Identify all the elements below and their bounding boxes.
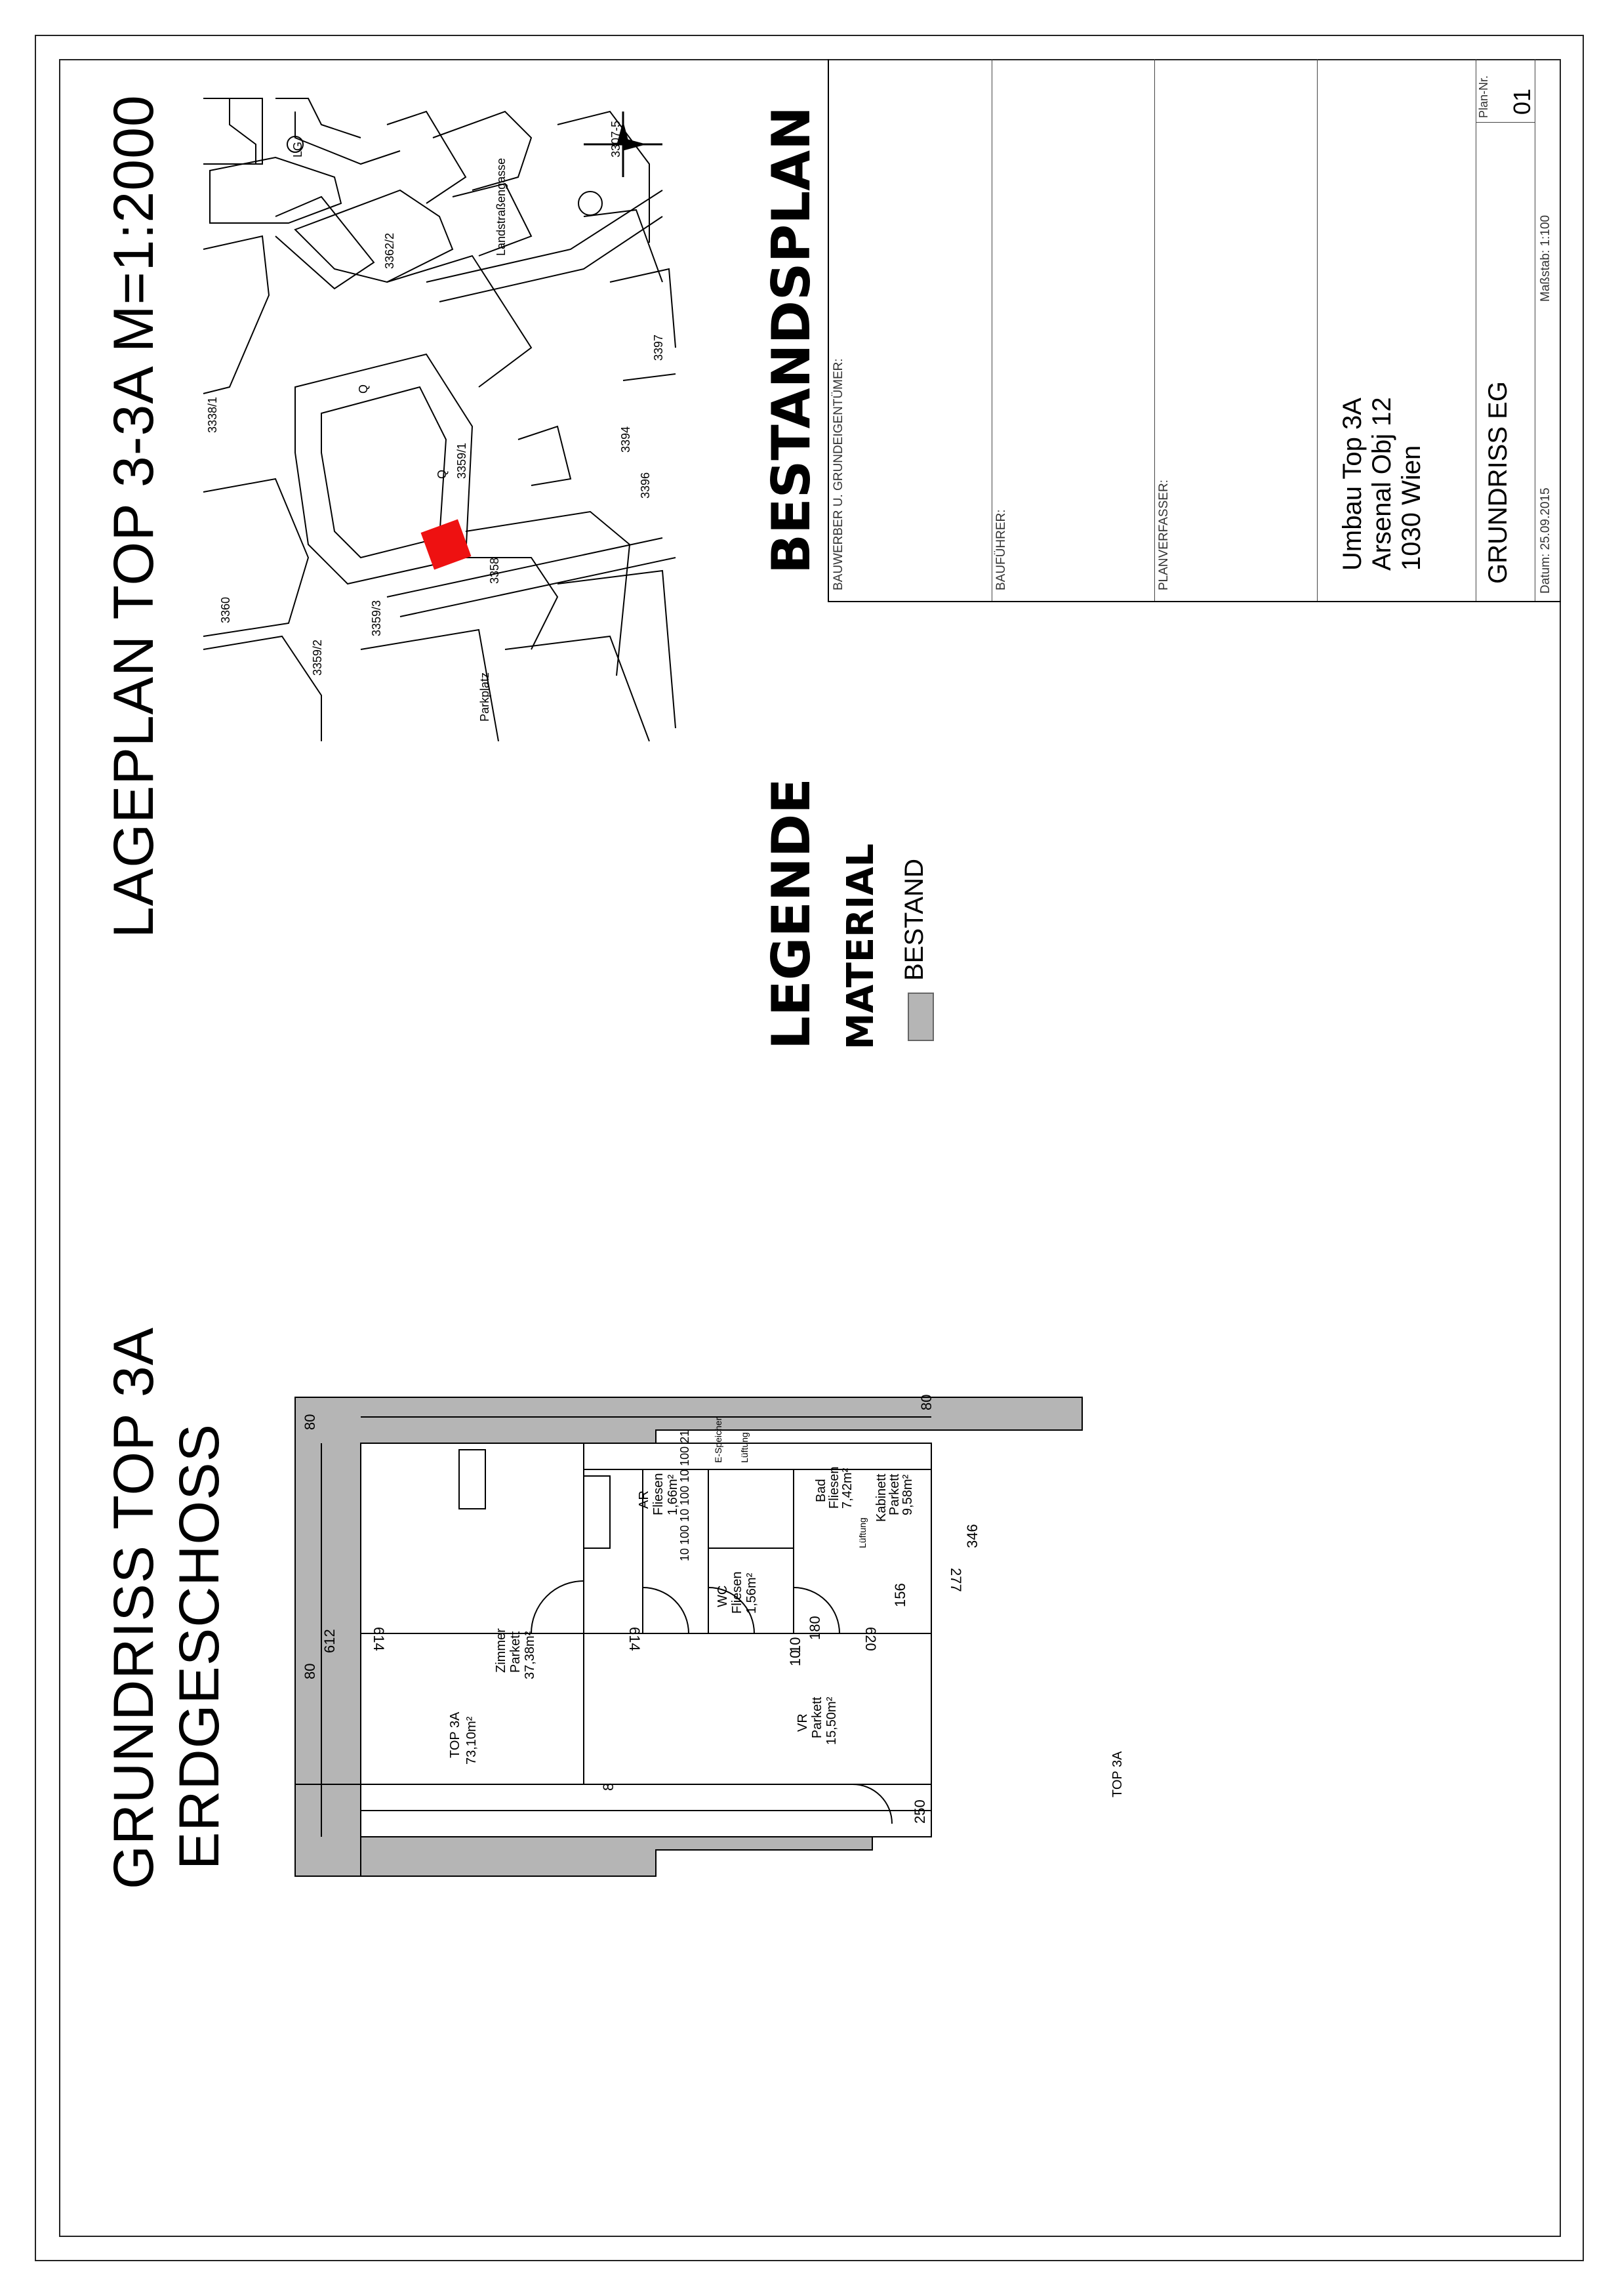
scale-field: Maßstab: 1:100 [1539, 215, 1552, 302]
parcel-label: 3394 [619, 426, 632, 453]
legend-label-bestand: BESTAND [900, 859, 929, 981]
parcel-label: 3396 [639, 472, 652, 499]
room-top-label: TOP 3A [448, 1712, 462, 1758]
room-kabinett-floor: Parkett [887, 1473, 902, 1515]
dim-277: 277 [948, 1568, 964, 1592]
site-plan [190, 85, 689, 754]
dim-80: 80 [302, 1663, 318, 1679]
plan-no-label: Plan-Nr. [1477, 75, 1490, 118]
project-line-1: Umbau Top 3A [1338, 398, 1367, 571]
parcel-label: 3360 [219, 596, 232, 623]
room-zimmer: Zimmer [494, 1628, 508, 1673]
label-lueftung: Lüftung [739, 1432, 750, 1463]
room-top-area: 73,10m² [464, 1716, 479, 1765]
parcel-label: 3362/2 [383, 232, 396, 269]
room-vr-area: 15,50m² [824, 1696, 839, 1745]
field-client [829, 59, 992, 601]
room-wc-area: 1,56m² [744, 1572, 759, 1614]
dim-612: 612 [321, 1629, 338, 1653]
room-bad: Bad [814, 1479, 828, 1502]
room-wc-floor: Fliesen [730, 1571, 744, 1614]
project-line-3: 1030 Wien [1397, 445, 1426, 571]
room-zimmer-floor: Parkett [508, 1631, 523, 1673]
street-label: Landstraßengasse [495, 157, 508, 256]
dim-8: 8 [600, 1782, 617, 1791]
parcel-label: 3359/2 [311, 639, 324, 676]
site-plan-title: LAGEPLAN TOP 3-3A M=1:2000 [102, 94, 165, 938]
room-wc: WC [716, 1585, 730, 1607]
room-ar-floor: Fliesen [651, 1473, 666, 1515]
field-builder [992, 59, 1155, 601]
dim-250: 250 [912, 1799, 928, 1824]
room-vr: VR [796, 1713, 810, 1732]
q-label: Q [357, 384, 370, 394]
parking-label: Parkplatz [478, 672, 491, 722]
dim-80: 80 [918, 1394, 935, 1410]
dim-620: 620 [862, 1627, 879, 1651]
legend-title: LEGENDE [761, 778, 822, 1050]
dim-614: 614 [371, 1627, 387, 1651]
room-ar: AR [637, 1490, 651, 1509]
parcel-label: 3397 [652, 334, 665, 361]
parcel-label: 3358 [488, 557, 501, 584]
parcel-label: 3359/1 [455, 442, 468, 479]
room-bad-area: 7,42m² [840, 1467, 855, 1509]
parcel-label: 3338/1 [206, 396, 219, 433]
title-block [828, 59, 1561, 602]
field-designer [1154, 59, 1318, 601]
floor-plan [289, 1391, 1141, 1896]
dim-346: 346 [964, 1524, 981, 1548]
lg-label: LG [291, 141, 304, 157]
label-builder: BAUFÜHRER: [994, 509, 1008, 590]
highlight-top-3a [421, 520, 472, 570]
label-e-speicher: E-Speicher [713, 1417, 723, 1463]
room-vr-floor: Parkett [810, 1696, 824, 1738]
dim-180: 180 [807, 1616, 823, 1640]
north-arrow [584, 112, 662, 177]
plan-no-value: 01 [1508, 88, 1535, 115]
drawing-title: GRUNDRISS EG [1484, 381, 1512, 584]
legend-swatch-bestand [908, 993, 934, 1041]
floor-plan-title: GRUNDRISS TOP 3A [102, 1326, 165, 1889]
label-entry: TOP 3A [1110, 1751, 1125, 1797]
dim-614: 614 [626, 1627, 643, 1651]
label-designer: PLANVERFASSER: [1157, 480, 1171, 590]
material-heading: MATERIAL [839, 843, 882, 1050]
room-kabinett: Kabinett [874, 1473, 889, 1522]
floor-plan-subtitle: ERDGESCHOSS [168, 1423, 231, 1870]
date-field: Datum: 25.09.2015 [1539, 487, 1552, 594]
q-label: Q [435, 469, 449, 479]
room-ar-area: 1,66m² [666, 1474, 680, 1515]
room-kabinett-area: 9,58m² [900, 1474, 915, 1515]
parcel-label: 3307-5 [609, 120, 622, 157]
project-line-2: Arsenal Obj 12 [1367, 397, 1396, 571]
dim-156: 156 [892, 1583, 908, 1607]
dim-row: 10 100 10 100 10 100 21 [678, 1429, 691, 1561]
parcel-label: 3359/3 [370, 600, 383, 636]
dim-10: 10 [787, 1650, 803, 1666]
plan-type-title: BESTANDSPLAN [761, 106, 822, 574]
label-lueftung: Lüftung [857, 1517, 868, 1548]
label-client: BAUWERBER U. GRUNDEIGENTÜMER: [832, 358, 845, 590]
room-bad-floor: Fliesen [827, 1466, 841, 1509]
dim-10: 10 [787, 1637, 803, 1653]
dim-80: 80 [302, 1414, 318, 1430]
room-zimmer-area: 37,38m² [523, 1631, 537, 1679]
